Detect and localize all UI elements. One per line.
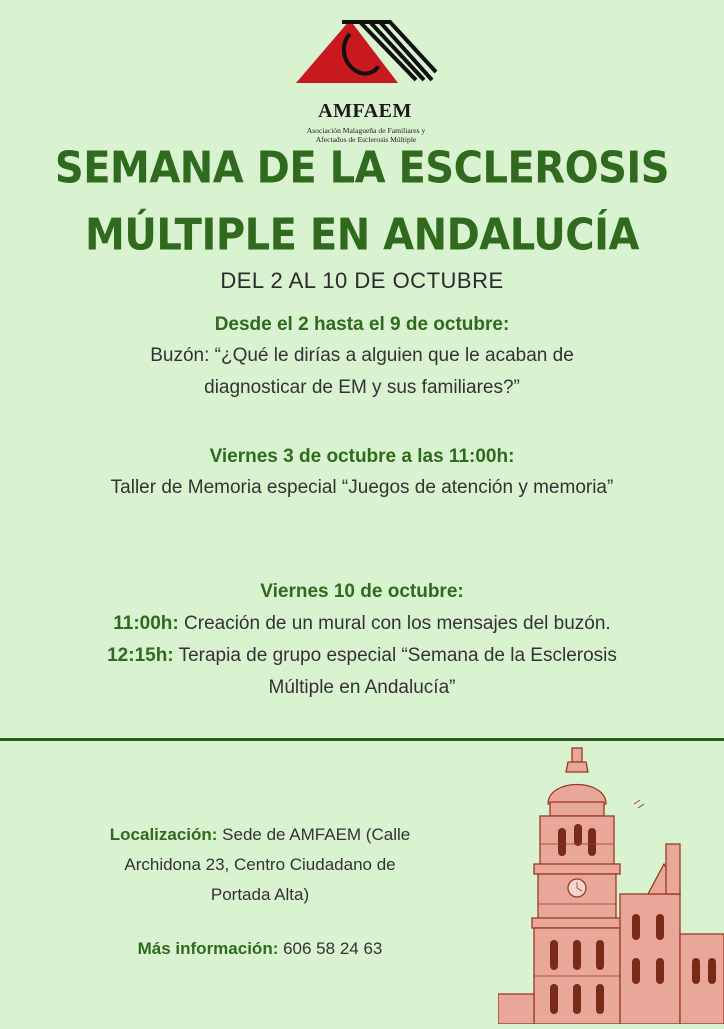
- section-memory-workshop: [0, 442, 724, 504]
- item2-time: 12:15h:: [107, 645, 174, 666]
- title-line2: MÚLTIPLE EN ANDALUCÍA: [85, 210, 639, 261]
- location-text1: Sede de AMFAEM (Calle: [217, 825, 411, 844]
- section-mailbox-line2: diagnosticar de EM y sus familiares?”: [204, 377, 520, 398]
- more-info-block: [60, 934, 460, 964]
- cathedral-icon: [498, 744, 724, 1024]
- item2-text: Terapia de grupo especial “Semana de la Esclerosis: [173, 645, 617, 666]
- section-october-10: [0, 576, 724, 704]
- section-oct10-item1: [0, 608, 724, 640]
- divider: [0, 738, 724, 741]
- event-dates: DEL 2 AL 10 DE OCTUBRE: [220, 268, 504, 293]
- title-line1: SEMANA DE LA ESCLEROSIS: [54, 143, 670, 194]
- section-oct10-item2-cont: Múltiple en Andalucía”: [268, 677, 456, 698]
- location-line1: [60, 820, 460, 850]
- phone-number: 606 58 24 63: [278, 939, 383, 958]
- location-line3: Portada Alta): [210, 885, 310, 904]
- section-mailbox: [0, 310, 724, 404]
- section-oct10-heading: Viernes 10 de octubre:: [260, 581, 464, 602]
- org-subtitle-line1: Asociación Malagueña de Familiares y: [306, 126, 426, 135]
- cathedral-sketch-illustration: [498, 744, 724, 1024]
- org-subtitle-line2: Afectados de Esclerosis Múltiple: [315, 135, 417, 144]
- item1-time: 11:00h:: [113, 613, 179, 634]
- section-mailbox-heading: Desde el 2 hasta el 9 de octubre:: [214, 314, 510, 335]
- section-mailbox-line1: Buzón: “¿Qué le dirías a alguien que le acaban de: [150, 345, 574, 366]
- item1-text: Creación de un mural con los mensajes del buzón.: [178, 613, 611, 634]
- amfaem-logo: [290, 14, 440, 86]
- org-name: AMFAEM: [318, 100, 412, 122]
- section-oct10-item2: [0, 640, 724, 672]
- amfaem-logo-mark: [290, 14, 440, 86]
- page-title: [0, 135, 724, 269]
- section-memory-heading: Viernes 3 de octubre a las 11:00h:: [209, 446, 515, 467]
- more-info-label: Más información:: [137, 939, 279, 958]
- location-block: [60, 820, 460, 910]
- section-memory-line1: Taller de Memoria especial “Juegos de atención y memoria”: [110, 477, 614, 498]
- location-label: Localización:: [109, 825, 218, 844]
- location-line2: Archidona 23, Centro Ciudadano de: [124, 855, 396, 874]
